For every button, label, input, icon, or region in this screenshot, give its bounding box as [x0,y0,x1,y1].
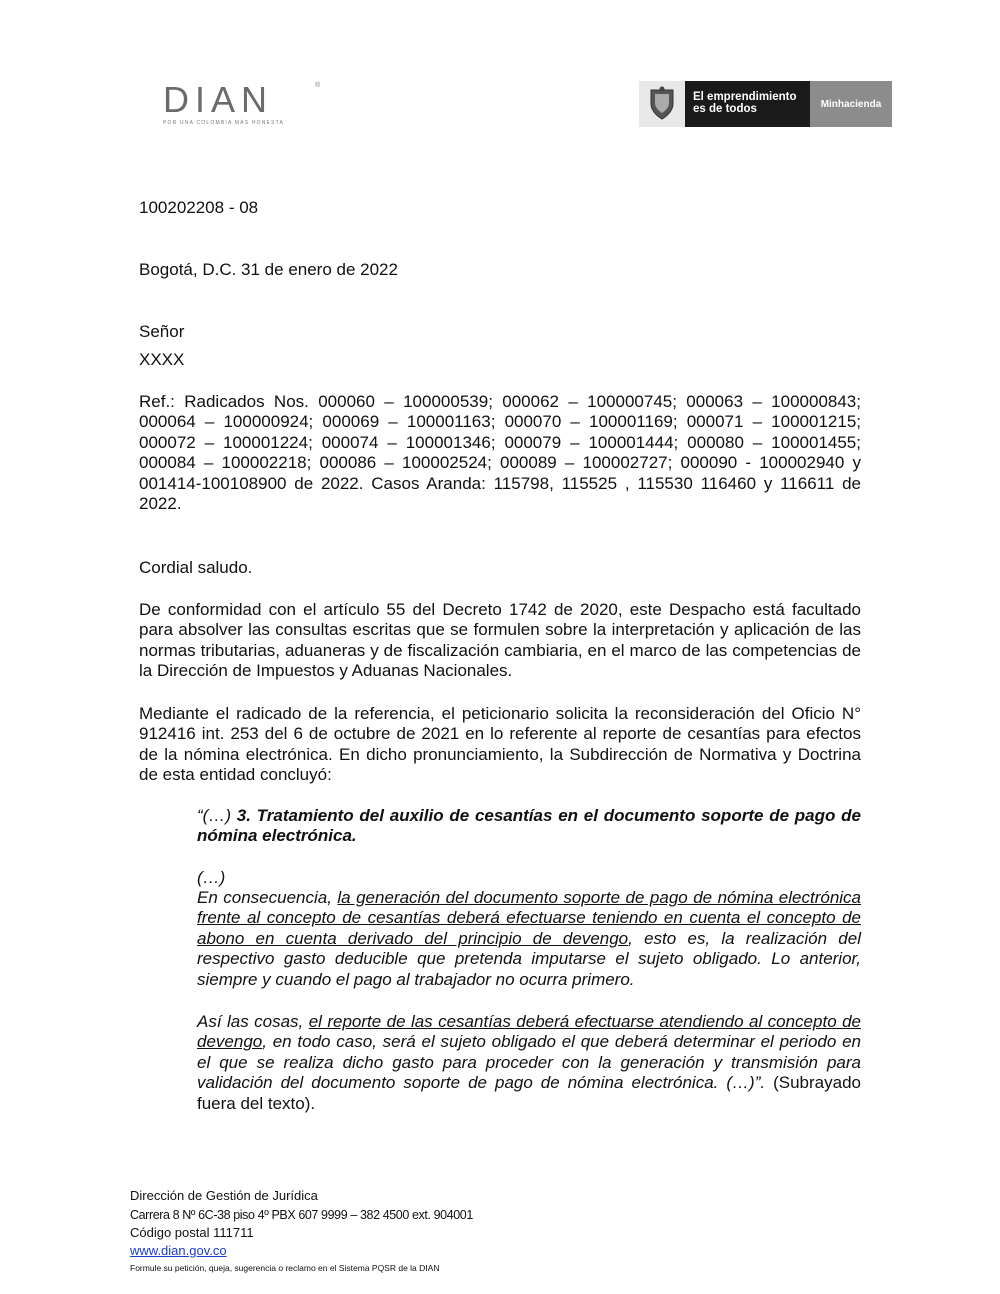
quote-paragraph-2 [197,1012,861,1114]
quote-ellipsis: (…) [197,868,226,887]
footer-pqsr-note: Formule su petición, queja, sugerencia o reclamo en el Sistema PQSR de la DIAN [130,1263,440,1273]
quote-note: (Subrayado fuera del texto). [197,1073,861,1113]
quote-heading: 3. Tratamiento del auxilio de cesantías en el documento soporte de pago de nómina electrónica. [197,806,861,846]
dian-logo-text: DIAN [163,79,274,120]
footer-address: Carrera 8 Nº 6C-38 piso 4º PBX 607 9999 – 382 4500 ext. 904001 [130,1208,473,1222]
letter-date: Bogotá, D.C. 31 de enero de 2022 [139,260,398,279]
quote-paragraph-1 [197,888,861,990]
ministry-label: Minhacienda [810,81,892,127]
reference-number: 100202208 - 08 [139,198,259,217]
gov-slogan-line2: es de todos [693,103,757,115]
reference-block: Ref.: Radicados Nos. 000060 – 100000539; 000062 – 100000745; 000063 – 100000843; 000064 – 100000924; 000069 – 100001163; 000070 – 100001169; 000071 – 100001215; 000072 – 100001224; 000074 – 100001346; 000079 – 100001444; 000080 – 100001455; 000084 – 100002218; 000086 – 100002524; 000089 – 100002727; 000090 - 100002940 y 001414-100108900 de 2022. Casos Aranda: 115798, 115525 , 115530 116460 y 116611 de 2022. [139,392,861,514]
quote-p1-end: , esto es, la realización del respectivo gasto deducible que pretenda imputarse el sujeto obligado. Lo anterior, siempre y cuando el pago al trabajador no ocurra primero. [197,928,861,989]
quote-heading-block [197,806,861,847]
greeting: Cordial saludo. [139,558,253,577]
footer-website [130,1242,227,1260]
government-logo [639,81,892,127]
gov-slogan [685,81,810,127]
quote-p2-start: Así las cosas, [197,1012,309,1031]
registered-mark: ® [315,82,321,89]
quote-p2-end: , en todo caso, será el sujeto obligado el que deberá determinar el periodo en el que se realiza dicho gasto para proceder con la generación y transmisión para validación del documento soporte de pago de nómina electrónica. (…)”. [197,1032,861,1093]
paragraph-request: Mediante el radicado de la referencia, el peticionario solicita la reconsideración del Oficio N° 912416 int. 253 del 6 de octubre de 2021 en lo referente al reporte de cesantías para efectos de la nómina electrónica. En dicho pronunciamiento, la Subdirección de Normativa y Doctrina de esta entidad concluyó: [139,704,861,785]
salutation-title: Señor [139,322,185,341]
paragraph-legal-basis: De conformidad con el artículo 55 del Decreto 1742 de 2020, este Despacho está facultado para absolver las consultas escritas que se formulen sobre la interpretación y aplicación de las normas tributarias, aduaneras y de fiscalización cambiaria, en el marco de las competencias de la Dirección de Impuestos y Aduanas Nacionales. [139,600,861,681]
coat-of-arms-icon [639,81,685,127]
recipient-name: XXXX [139,350,185,369]
quote-open: “(…) [197,806,237,825]
gov-slogan-line1: El emprendimiento [693,91,797,103]
dian-logo [163,79,323,128]
quote-p1-start: En consecuencia, [197,888,338,907]
footer-department: Dirección de Gestión de Jurídica [130,1188,318,1203]
footer-postal-code: Código postal 111711 [130,1225,254,1240]
dian-logo-tagline: POR UNA COLOMBIA MÁS HONESTA [163,120,285,126]
website-link[interactable]: www.dian.gov.co [130,1243,227,1258]
quote-p2-underlined: el reporte de las cesantías deberá efectuarse atendiendo al concepto de devengo [197,1012,861,1052]
quote-p1-underlined: la generación del documento soporte de pago de nómina electrónica frente al concepto de cesantías deberá efectuarse teniendo en cuenta el concepto de abono en cuenta derivado del principio de devengo [197,888,862,948]
